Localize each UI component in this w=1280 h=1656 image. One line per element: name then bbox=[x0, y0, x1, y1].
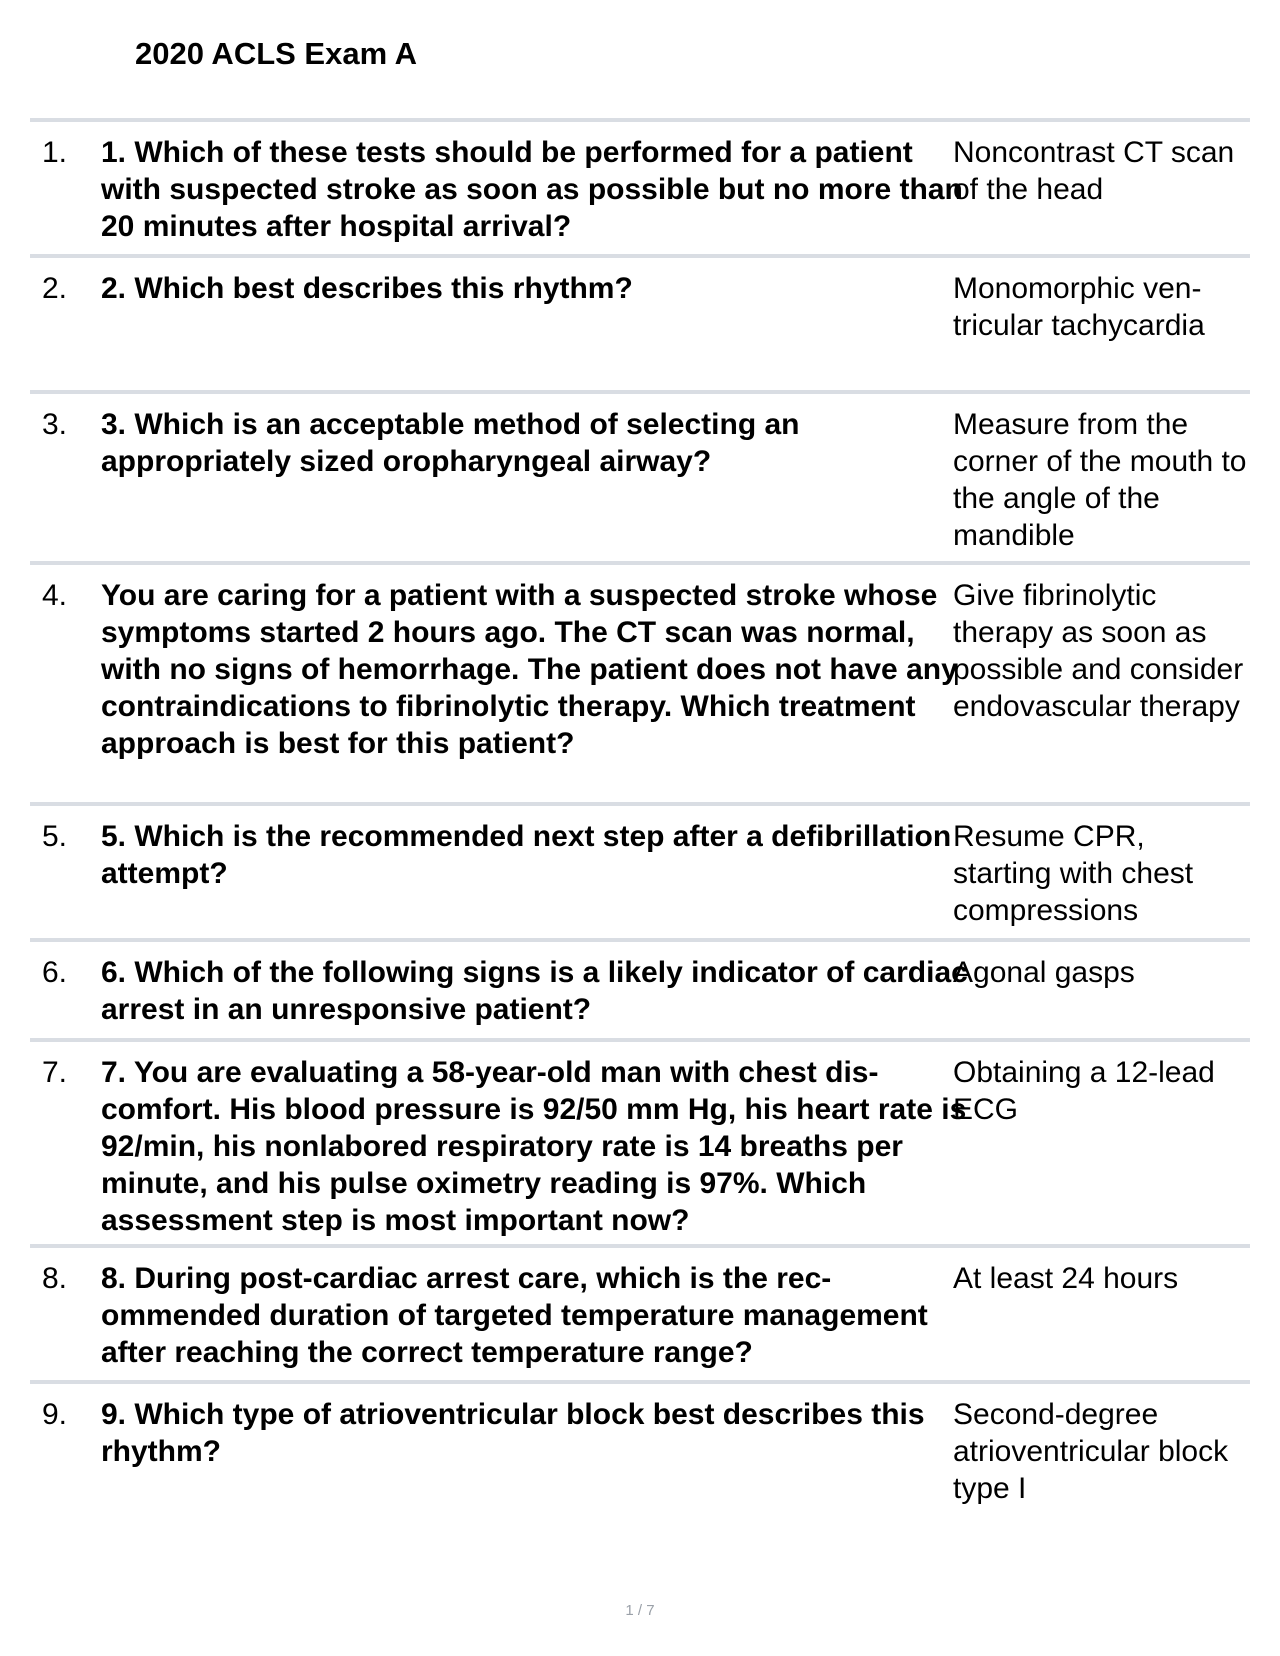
card-number: 2. bbox=[42, 272, 68, 305]
card-number: 4. bbox=[42, 579, 68, 612]
card-answer: At least 24 hours bbox=[953, 1262, 1179, 1295]
card-answer: Second-degree atrioventricular block type I bbox=[953, 1398, 1229, 1505]
flashcard-row-8 bbox=[30, 1248, 1250, 1384]
flashcard-row-3 bbox=[30, 394, 1250, 565]
card-answer: Noncontrast CT scan of the head bbox=[953, 136, 1235, 206]
card-question: 2. Which best describes this rhythm? bbox=[101, 272, 633, 305]
card-question: You are caring for a patient with a suspected stroke whose symptoms started 2 hours ago. The CT scan was normal, with no signs of hemorrhage. The patient does not have any contraindications to fibrinolytic therapy. Which treatment approach is best for this patient? bbox=[101, 579, 958, 760]
card-answer: Monomorphic ventricular tachycardia bbox=[953, 272, 1205, 342]
card-question: 8. During post-cardiac arrest care, which is the recommended duration of targeted temperature management after reaching the correct temperature range? bbox=[101, 1262, 928, 1369]
card-question: 7. You are evaluating a 58-year-old man with chest discomfort. His blood pressure is 92/50 mm Hg, his heart rate is 92/min, his nonlabored respiratory rate is 14 breaths per minute, and his pulse oximetry reading is 97%. Which assessment step is most important now? bbox=[101, 1056, 967, 1237]
flashcard-row-2 bbox=[30, 258, 1250, 394]
card-number: 3. bbox=[42, 408, 68, 441]
flashcard-row-4 bbox=[30, 565, 1250, 806]
card-question: 1. Which of these tests should be performed for a patient with suspected stroke as soon as possible but no more than 20 minutes after hospital arrival? bbox=[101, 136, 963, 243]
flashcard-list bbox=[30, 118, 1250, 1516]
flashcard-row-7 bbox=[30, 1042, 1250, 1248]
card-answer: Agonal gasps bbox=[953, 956, 1135, 989]
card-question: 9. Which type of atrioventricular block best describes this rhythm? bbox=[101, 1398, 925, 1468]
flashcard-row-6 bbox=[30, 942, 1250, 1042]
card-number: 8. bbox=[42, 1262, 68, 1295]
card-number: 7. bbox=[42, 1056, 68, 1089]
card-answer: Measure from the corner of the mouth to the angle of the mandible bbox=[953, 408, 1247, 552]
card-question: 3. Which is an acceptable method of selecting an appropriately sized oropharyngeal airway? bbox=[101, 408, 800, 478]
card-answer: Obtaining a 12-lead ECG bbox=[953, 1056, 1215, 1126]
card-question: 6. Which of the following signs is a likely indicator of cardiac arrest in an unresponsive patient? bbox=[101, 956, 968, 1026]
page-number: 1 / 7 bbox=[625, 1602, 655, 1619]
card-number: 5. bbox=[42, 820, 68, 853]
flashcard-row-5 bbox=[30, 806, 1250, 942]
card-answer: Give fibrinolytic therapy as soon as possible and consider endovascular therapy bbox=[953, 579, 1244, 723]
flashcard-row-1 bbox=[30, 122, 1250, 258]
flashcard-row-9 bbox=[30, 1384, 1250, 1516]
card-question: 5. Which is the recommended next step after a defibrillation attempt? bbox=[101, 820, 952, 890]
card-answer: Resume CPR, starting with chest compressions bbox=[953, 820, 1194, 927]
card-number: 9. bbox=[42, 1398, 68, 1431]
card-number: 6. bbox=[42, 956, 68, 989]
card-number: 1. bbox=[42, 136, 68, 169]
page-title: 2020 ACLS Exam A bbox=[135, 36, 417, 71]
